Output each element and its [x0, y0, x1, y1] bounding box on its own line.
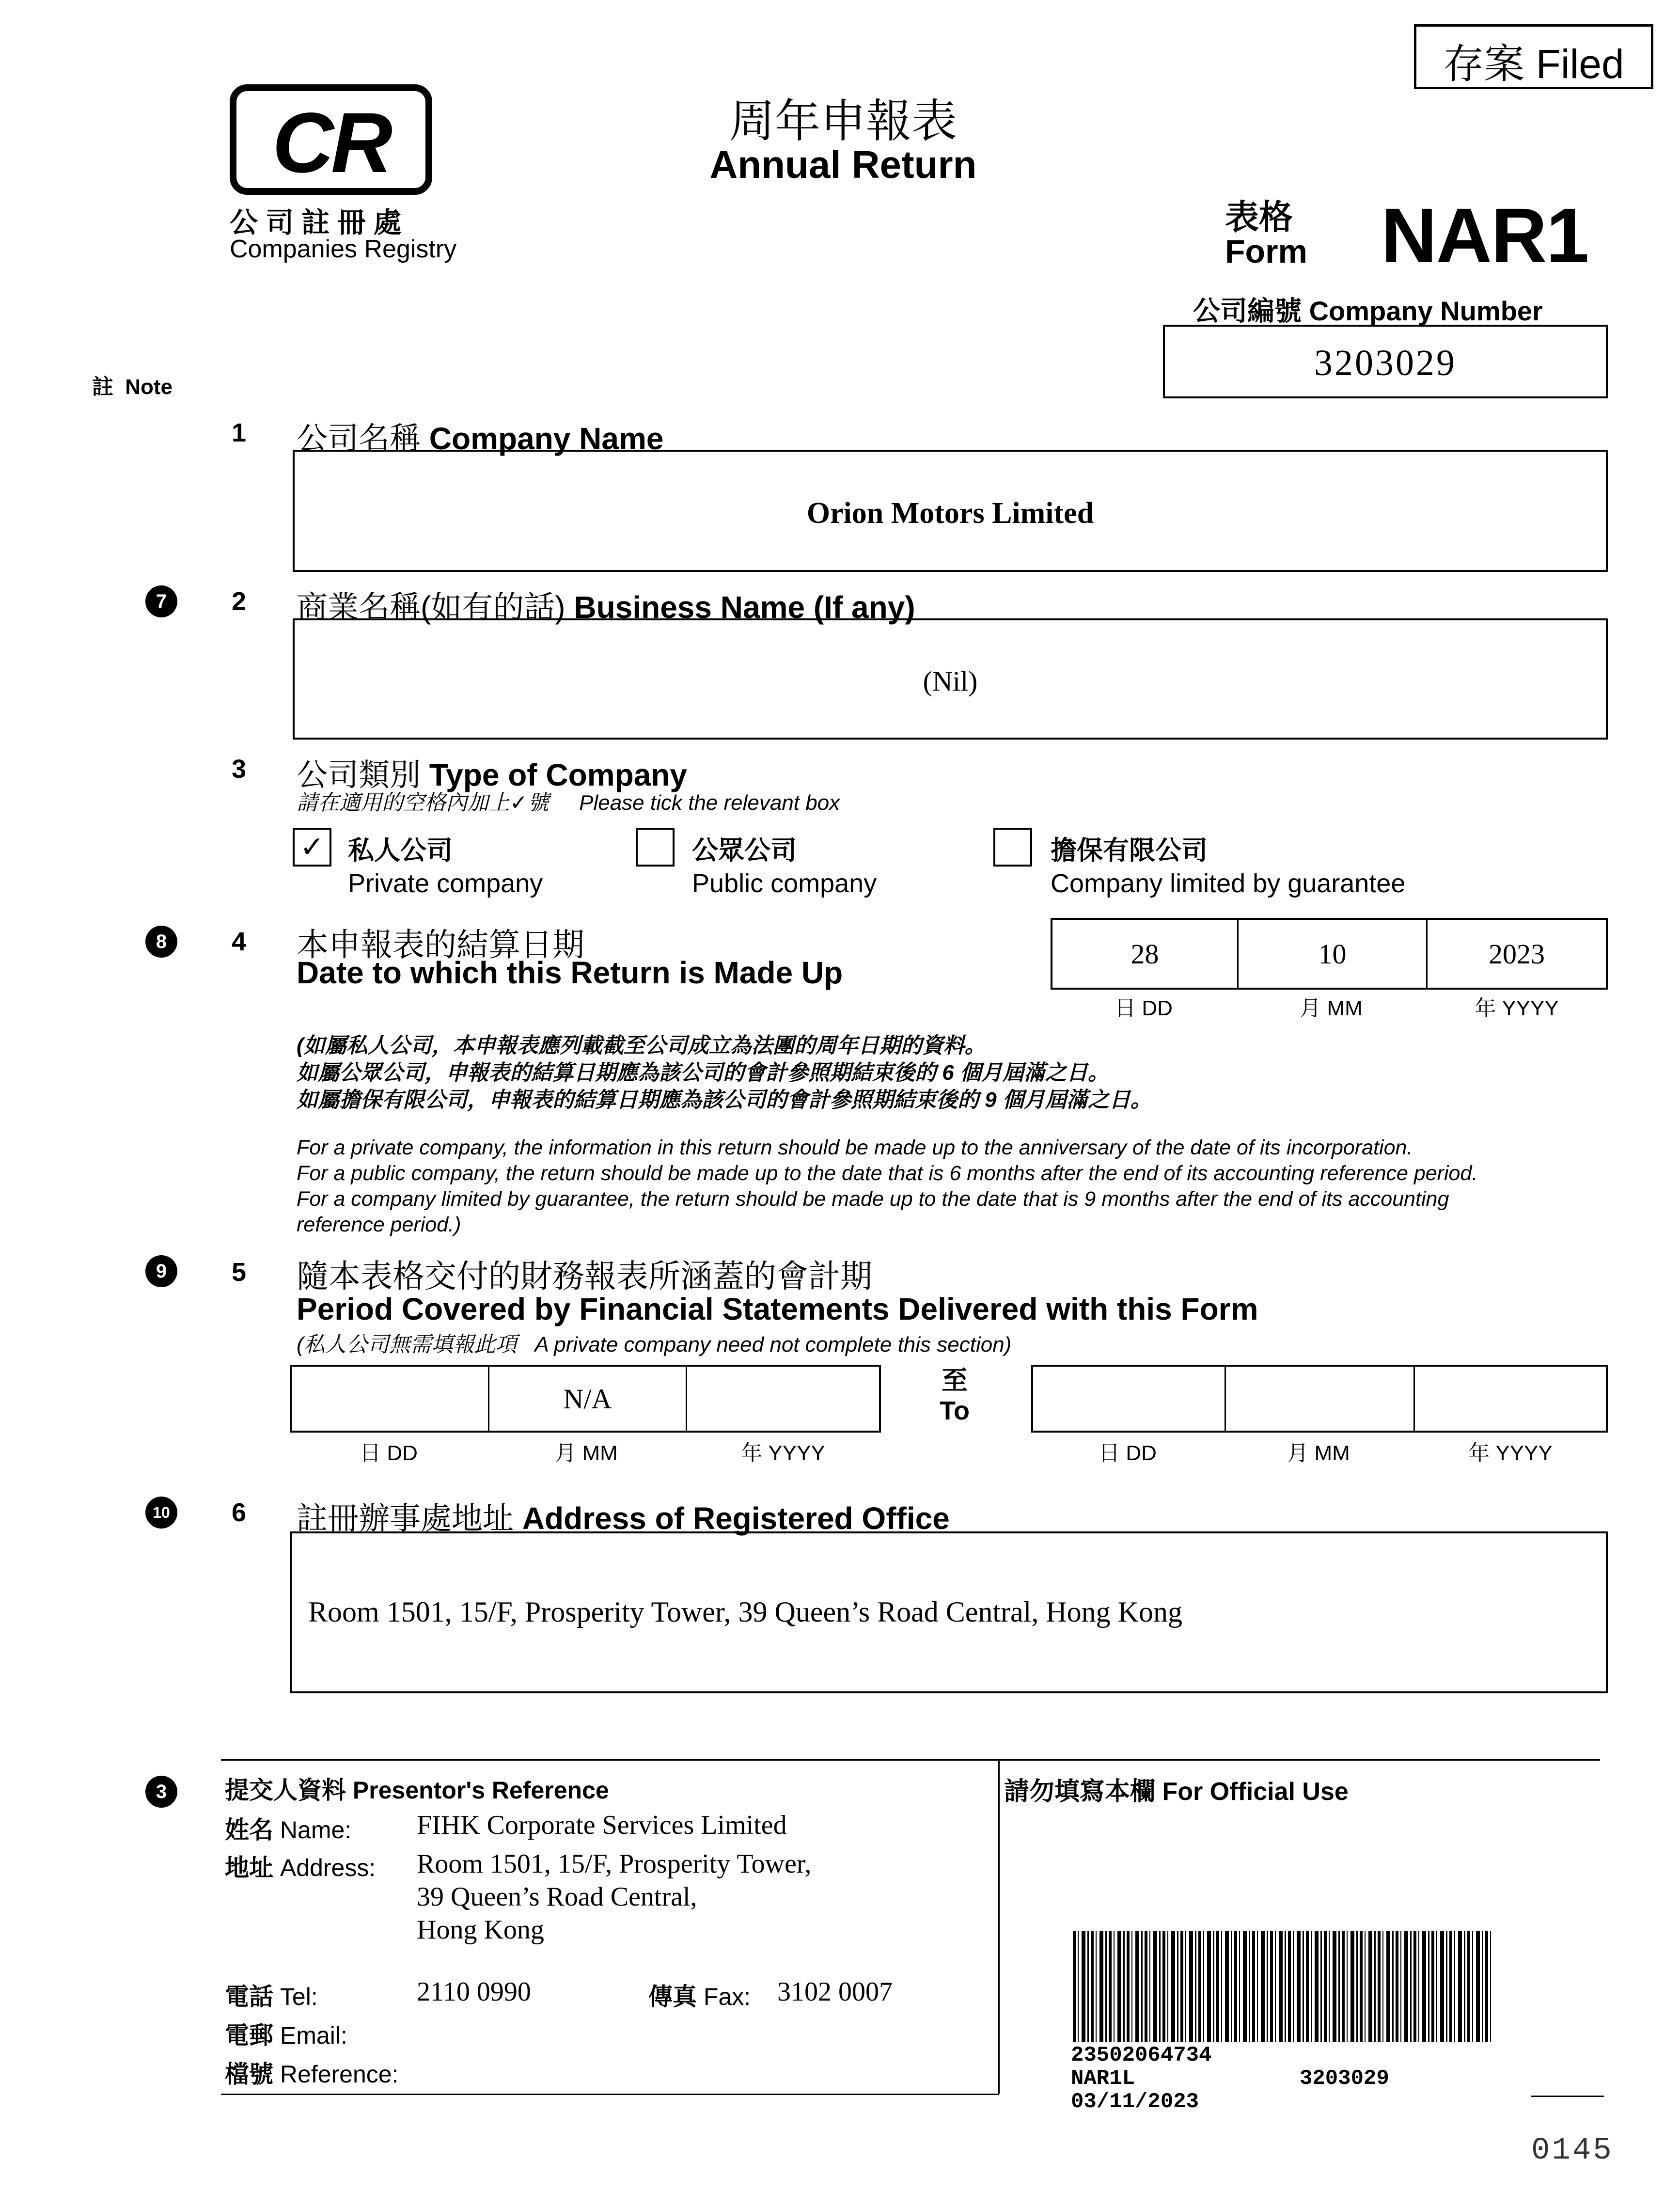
section-4-note-zh-2: 如屬公眾公司，申報表的結算日期應為該公司的會計參照期結束後的 6 個月屆滿之日。	[297, 1061, 1109, 1085]
official-use-title-zh: 請勿填寫本欄	[1004, 1778, 1156, 1806]
note-column-label	[92, 369, 173, 400]
cr-logo-mark: CR	[272, 95, 390, 190]
company-name-field[interactable]	[293, 450, 1608, 572]
barcode-date: 03/11/2023	[1071, 2090, 1199, 2114]
public-company-label-zh: 公眾公司	[692, 836, 797, 865]
registry-name-en: Companies Registry	[230, 235, 457, 263]
presentor-title-zh: 提交人資料	[225, 1777, 346, 1804]
presentor-reference-label-zh: 檔號	[225, 2061, 273, 2088]
company-number-label	[1193, 290, 1543, 329]
period-to-field[interactable]	[1031, 1365, 1608, 1433]
public-company-checkbox[interactable]	[636, 828, 675, 867]
return-date-field[interactable]	[1051, 918, 1608, 990]
presentor-fax-label	[648, 1977, 751, 2012]
presentor-tel-label	[225, 1977, 318, 2012]
presentor-email-label-en: Email:	[280, 2022, 347, 2049]
period-to-label	[921, 1366, 989, 1426]
guarantee-company-checkbox[interactable]	[993, 828, 1032, 867]
presentor-fax-label-en: Fax:	[703, 1983, 751, 2010]
section-5-number: 5	[232, 1258, 247, 1287]
return-date-year: 2023	[1489, 938, 1545, 970]
period-from-day	[292, 1367, 489, 1431]
company-number-value: 3203029	[1314, 343, 1457, 383]
presentor-address-label-en: Address:	[280, 1854, 376, 1881]
title-zh: 周年申報表	[729, 95, 957, 146]
private-company-checkbox[interactable]: ✓	[293, 828, 331, 867]
official-use-title	[1004, 1771, 1349, 1807]
section-4-title-zh: 本申報表的結算日期	[297, 927, 584, 962]
presentor-address-line-1: Room 1501, 15/F, Prosperity Tower,	[417, 1849, 812, 1879]
form-label-zh: 表格	[1225, 198, 1293, 236]
filed-stamp	[1414, 24, 1653, 89]
section-5-title-en: Period Covered by Financial Statements Delivered with this Form	[297, 1292, 1258, 1326]
section-5-title-zh: 隨本表格交付的財務報表所涵蓋的會計期	[297, 1258, 872, 1294]
section-3-title-en: Type of Company	[429, 757, 687, 792]
barcode-company: 3203029	[1300, 2066, 1389, 2091]
period-from-field[interactable]	[290, 1365, 881, 1433]
period-to-day	[1033, 1367, 1226, 1431]
period-to-month-label: 月 MM	[1287, 1441, 1350, 1465]
period-from-day-label: 日 DD	[360, 1441, 418, 1465]
period-from-month-label: 月 MM	[555, 1441, 618, 1465]
presentor-reference-label	[225, 2055, 399, 2090]
section-6-title-zh: 註冊辦事處地址	[297, 1501, 514, 1536]
presentor-fax-label-zh: 傳真	[648, 1983, 697, 2010]
note-9-marker: 9	[145, 1255, 177, 1287]
presentor-tel-value: 2110 0990	[417, 1977, 531, 2007]
section-1-number: 1	[232, 418, 247, 447]
title-en: Annual Return	[709, 143, 977, 186]
section-1-title-zh: 公司名稱	[297, 421, 421, 456]
barcode-form: NAR1L	[1071, 2066, 1135, 2091]
period-to-day-label: 日 DD	[1099, 1441, 1157, 1465]
filed-stamp-text: 存案 Filed	[1443, 41, 1624, 87]
presentor-address-label	[225, 1848, 376, 1883]
section-3-instruction	[297, 785, 840, 816]
section-4-note-en-2: For a public company, the return should be made up to the date that is 6 months after the end of its accounting reference period.	[297, 1162, 1478, 1185]
note-10-marker: 10	[145, 1497, 177, 1529]
presentor-tel-label-zh: 電話	[225, 1983, 273, 2010]
section-2-number: 2	[232, 587, 247, 616]
public-company-label-en: Public company	[692, 869, 877, 898]
section-5-subtitle: (私人公司無需填報此項 A private company need not complete this section)	[297, 1333, 1012, 1356]
presentor-name-label-zh: 姓名	[225, 1816, 273, 1844]
period-from-year-label: 年 YYYY	[741, 1441, 825, 1465]
section-3-title-zh: 公司類別	[297, 757, 421, 792]
presentor-address-label-zh: 地址	[225, 1854, 273, 1881]
form-code: NAR1	[1381, 192, 1588, 279]
barcode	[1073, 1931, 1492, 2042]
period-from-month: N/A	[489, 1367, 687, 1431]
presentor-address-line-2: 39 Queen’s Road Central,	[417, 1882, 697, 1912]
private-company-label-zh: 私人公司	[348, 836, 453, 865]
registered-office-value: Room 1501, 15/F, Prosperity Tower, 39 Queen’s Road Central, Hong Kong	[308, 1596, 1183, 1628]
section-4-note-en-4: reference period.)	[297, 1213, 461, 1236]
return-date-month: 10	[1239, 920, 1428, 988]
presentor-bottom-rule	[221, 2094, 999, 2095]
business-name-field[interactable]	[293, 618, 1608, 740]
return-date-day: 28	[1052, 920, 1239, 988]
section-3-instruction-zh: 請在適用的空格內加上✓號	[297, 791, 549, 815]
section-4-title-en: Date to which this Return is Made Up	[297, 955, 843, 990]
section-1-title-en: Company Name	[429, 421, 664, 456]
note-8-marker: 8	[145, 926, 177, 958]
presentor-top-rule	[221, 1759, 1600, 1761]
section-6-number: 6	[232, 1498, 247, 1527]
period-from-year	[687, 1367, 879, 1431]
private-company-label-en: Private company	[348, 869, 543, 898]
guarantee-company-label-zh: 擔保有限公司	[1051, 836, 1208, 865]
registered-office-field[interactable]	[290, 1531, 1608, 1693]
note-label-zh: 註	[92, 375, 113, 399]
registry-name-zh: 公 司 註 冊 處	[230, 207, 402, 238]
section-4-number: 4	[232, 927, 247, 956]
company-number-label-en: Company Number	[1309, 296, 1543, 326]
company-name-value: Orion Motors Limited	[806, 497, 1094, 530]
section-4-notes-zh	[297, 1032, 1152, 1114]
period-to-year	[1415, 1367, 1606, 1431]
form-label-en: Form	[1225, 233, 1307, 270]
guarantee-company-label-en: Company limited by guarantee	[1051, 869, 1406, 898]
section-3-number: 3	[232, 755, 247, 784]
presentor-title	[225, 1771, 609, 1806]
presentor-name-value: FIHK Corporate Services Limited	[417, 1810, 787, 1840]
presentor-address-line-3: Hong Kong	[417, 1915, 544, 1945]
note-label-en: Note	[125, 375, 173, 399]
presentor-name-label-en: Name:	[280, 1816, 352, 1844]
business-name-value: (Nil)	[923, 665, 978, 697]
return-date-day-label: 日 DD	[1115, 996, 1173, 1020]
note-3-marker: 3	[145, 1776, 177, 1808]
page-number: 0145	[1531, 2133, 1614, 2168]
official-bottom-rule	[1531, 2096, 1604, 2097]
section-2-title-zh: 商業名稱(如有的話)	[297, 590, 565, 625]
period-to-label-zh: 至	[942, 1366, 968, 1395]
presentor-address-value	[417, 1847, 811, 1946]
presentor-name-label	[225, 1811, 351, 1845]
section-4-note-zh-1: (如屬私人公司，本申報表應列載截至公司成立為法團的周年日期的資料。	[297, 1034, 986, 1057]
section-3-instruction-en: Please tick the relevant box	[579, 791, 840, 815]
presentor-reference-label-en: Reference:	[280, 2061, 399, 2088]
return-date-month-label: 月 MM	[1300, 996, 1363, 1020]
official-use-title-en: For Official Use	[1162, 1778, 1349, 1806]
presentor-title-en: Presentor's Reference	[352, 1777, 609, 1804]
cr-logo	[230, 84, 432, 195]
note-7-marker: 7	[145, 585, 177, 617]
section-2-title-en: Business Name (If any)	[574, 590, 915, 625]
company-number-label-zh: 公司編號	[1193, 296, 1302, 326]
period-to-year-label: 年 YYYY	[1468, 1441, 1553, 1465]
period-to-label-en: To	[940, 1396, 970, 1425]
section-6-title-en: Address of Registered Office	[522, 1501, 950, 1536]
return-date-year-label: 年 YYYY	[1475, 996, 1559, 1020]
presentor-tel-label-en: Tel:	[280, 1983, 318, 2010]
section-4-notes-en	[297, 1135, 1610, 1238]
period-to-month	[1226, 1367, 1415, 1431]
presentor-fax-value: 3102 0007	[777, 1977, 893, 2007]
section-4-note-en-1: For a private company, the information in this return should be made up to the anniversary of the date of its incorporation.	[297, 1136, 1413, 1159]
company-number-box[interactable]	[1163, 325, 1608, 398]
section-4-note-zh-3: 如屬擔保有限公司，申報表的結算日期應為該公司的會計參照期結束後的 9 個月屆滿之日。	[297, 1088, 1152, 1112]
presentor-email-label-zh: 電郵	[225, 2022, 273, 2049]
presentor-divider	[998, 1759, 1000, 2094]
barcode-number: 23502064734	[1071, 2043, 1212, 2067]
presentor-email-label	[225, 2016, 347, 2051]
section-4-note-en-3: For a company limited by guarantee, the return should be made up to the date that is 9 months after the end of its accounting	[297, 1187, 1449, 1211]
